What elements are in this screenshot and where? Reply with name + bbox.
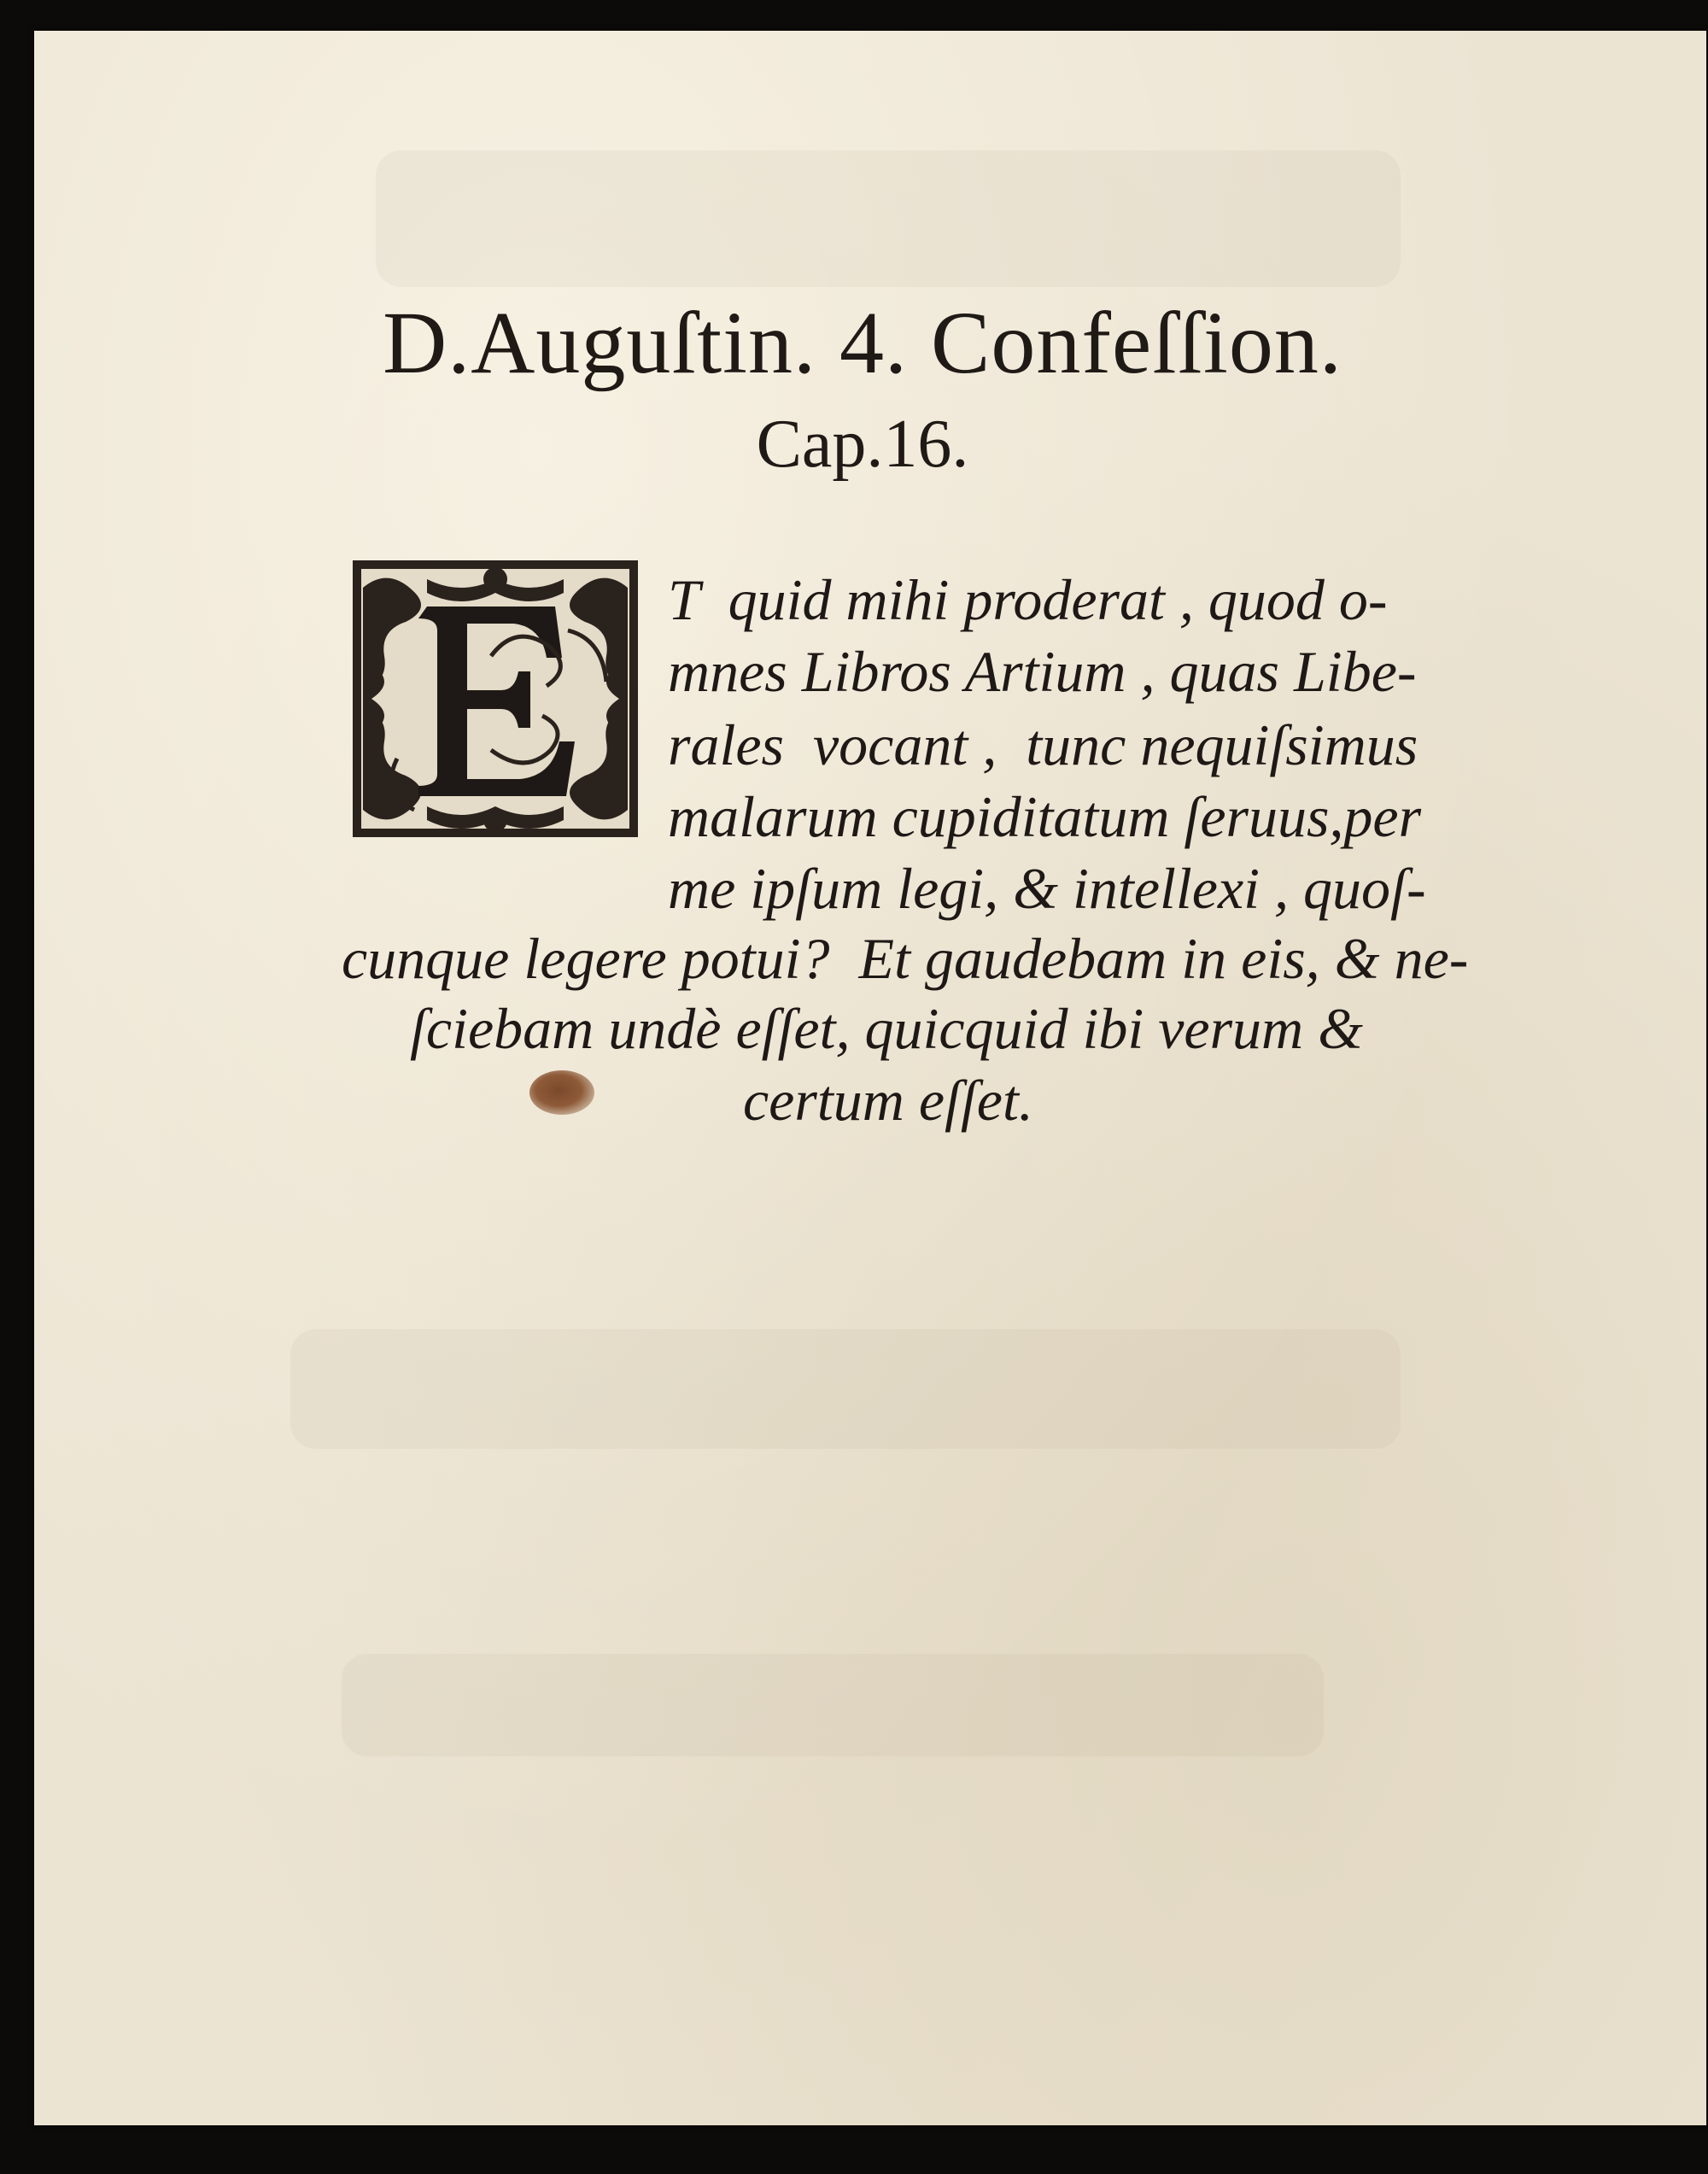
chapter-heading: Cap.16. [756, 407, 969, 482]
text-line: cunque legere potui? Et gaudebam in eis, & ne- [342, 926, 1469, 991]
text-line: me ipſum legi, & intellexi , quoſ- [668, 856, 1426, 921]
page-heading: D.Auguſtin. 4. Confeſſion. [383, 294, 1342, 392]
decorated-initial-e [346, 554, 645, 844]
text-line: ſciebam undè eſſet, quicquid ibi verum & [410, 996, 1364, 1061]
text-line: certum eſſet. [743, 1068, 1033, 1133]
text-line: mnes Libros Artium , quas Libe- [668, 639, 1417, 704]
text-line: malarum cupiditatum ſeruus,per [668, 784, 1422, 849]
text-line: rales vocant , tunc nequiſsimus [668, 712, 1418, 777]
ink-stain [529, 1070, 594, 1115]
text-line: T quid mihi proderat , quod o- [668, 567, 1388, 632]
